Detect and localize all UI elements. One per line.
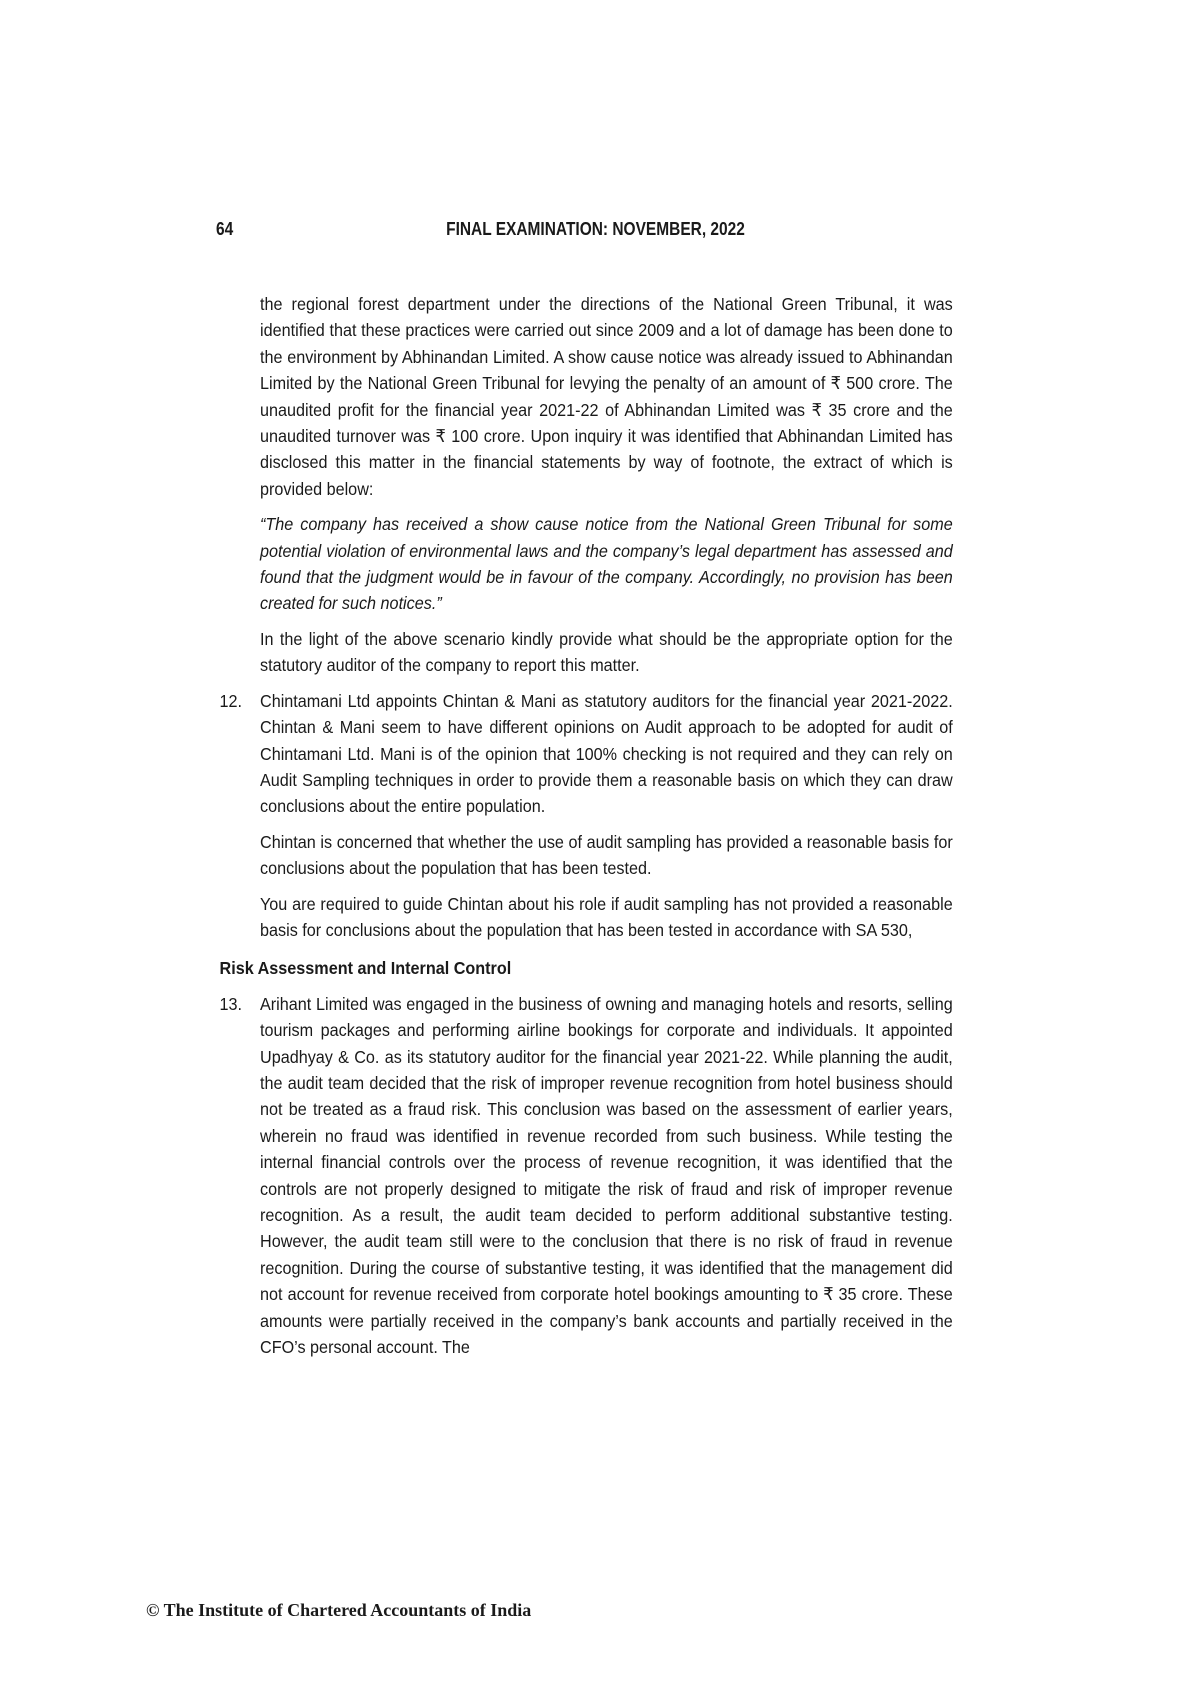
question-paragraph: You are required to guide Chintan about his role if audit sampling has not provided a reasonable basis for conclusions about the population that has been tested in accordance with SA 530, [260, 893, 953, 940]
question-body [260, 991, 953, 1361]
footer-copyright: © The Institute of Chartered Accountants of India [146, 1600, 532, 1620]
footnote-quote: “The company has received a show cause notice from the National Green Tribunal for some potential violation of environmental laws and the company’s legal department has assessed and found that the judgment would be in favour of the company. Accordingly, no provision has been created for such notices.” [260, 514, 953, 614]
question-number: 13. [219, 993, 243, 1014]
continued-paragraph: the regional forest department under the directions of the National Green Tribunal, it was identified that these practices were carried out since 2009 and a lot of damage has been done to the environment by Abhinandan Limited. A show cause notice was already issued to Abhinandan Limited by the National Green Tribunal for levying the penalty of an amount of ₹ 500 crore. The unaudited profit for the financial year 2021-22 of Abhinandan Limited was ₹ 35 crore and the unaudited turnover was ₹ 100 crore. Upon inquiry it was identified that Abhinandan Limited has disclosed this matter in the financial statements by way of footnote, the extract of which is provided below: [260, 294, 953, 499]
question-body [260, 688, 953, 944]
question-12 [219, 688, 953, 944]
question-paragraph: Chintan is concerned that whether the use of audit sampling has provided a reasonable basis for conclusions about the population that has been tested. [260, 831, 953, 879]
page-body [219, 291, 953, 1369]
question-13 [219, 991, 953, 1361]
running-header-title: FINAL EXAMINATION: NOVEMBER, 2022 [446, 219, 745, 239]
page-number: 64 [216, 219, 234, 239]
question-number: 12. [219, 690, 243, 711]
question-paragraph: Chintamani Ltd appoints Chintan & Mani as statutory auditors for the financial year 2021-2022. Chintan & Mani seem to have different opinions on Audit approach to be adopted for audit of Chintamani Ltd. Mani is of the opinion that 100% checking is not required and they can rely on Audit Sampling techniques in order to provide them a reasonable basis on which they can draw conclusions about the entire population. [260, 690, 953, 817]
section-heading: Risk Assessment and Internal Control [219, 958, 512, 979]
question-paragraph: Arihant Limited was engaged in the business of owning and managing hotels and resorts, selling tourism packages and performing airline bookings for corporate and individuals. It appointed Upadhyay & Co. as its statutory auditor for the financial year 2021-22. While planning the audit, the audit team decided that the risk of improper revenue recognition from hotel business should not be treated as a fraud risk. This conclusion was based on the assessment of earlier years, wherein no fraud was identified in revenue recorded from such business. While testing the internal financial controls over the process of revenue recognition, it was identified that the controls are not properly designed to mitigate the risk of fraud and risk of improper revenue recognition. As a result, the audit team decided to perform additional substantive testing. However, the audit team still were to the conclusion that there is no risk of fraud in revenue recognition. During the course of substantive testing, it was identified that the management did not account for revenue received from corporate hotel bookings amounting to ₹ 35 crore. These amounts were partially received in the company’s bank accounts and partially received in the CFO’s personal account. The [260, 993, 953, 1358]
question-11-requirement: In the light of the above scenario kindly provide what should be the appropriate option for the statutory auditor of the company to report this matter. [260, 628, 953, 676]
